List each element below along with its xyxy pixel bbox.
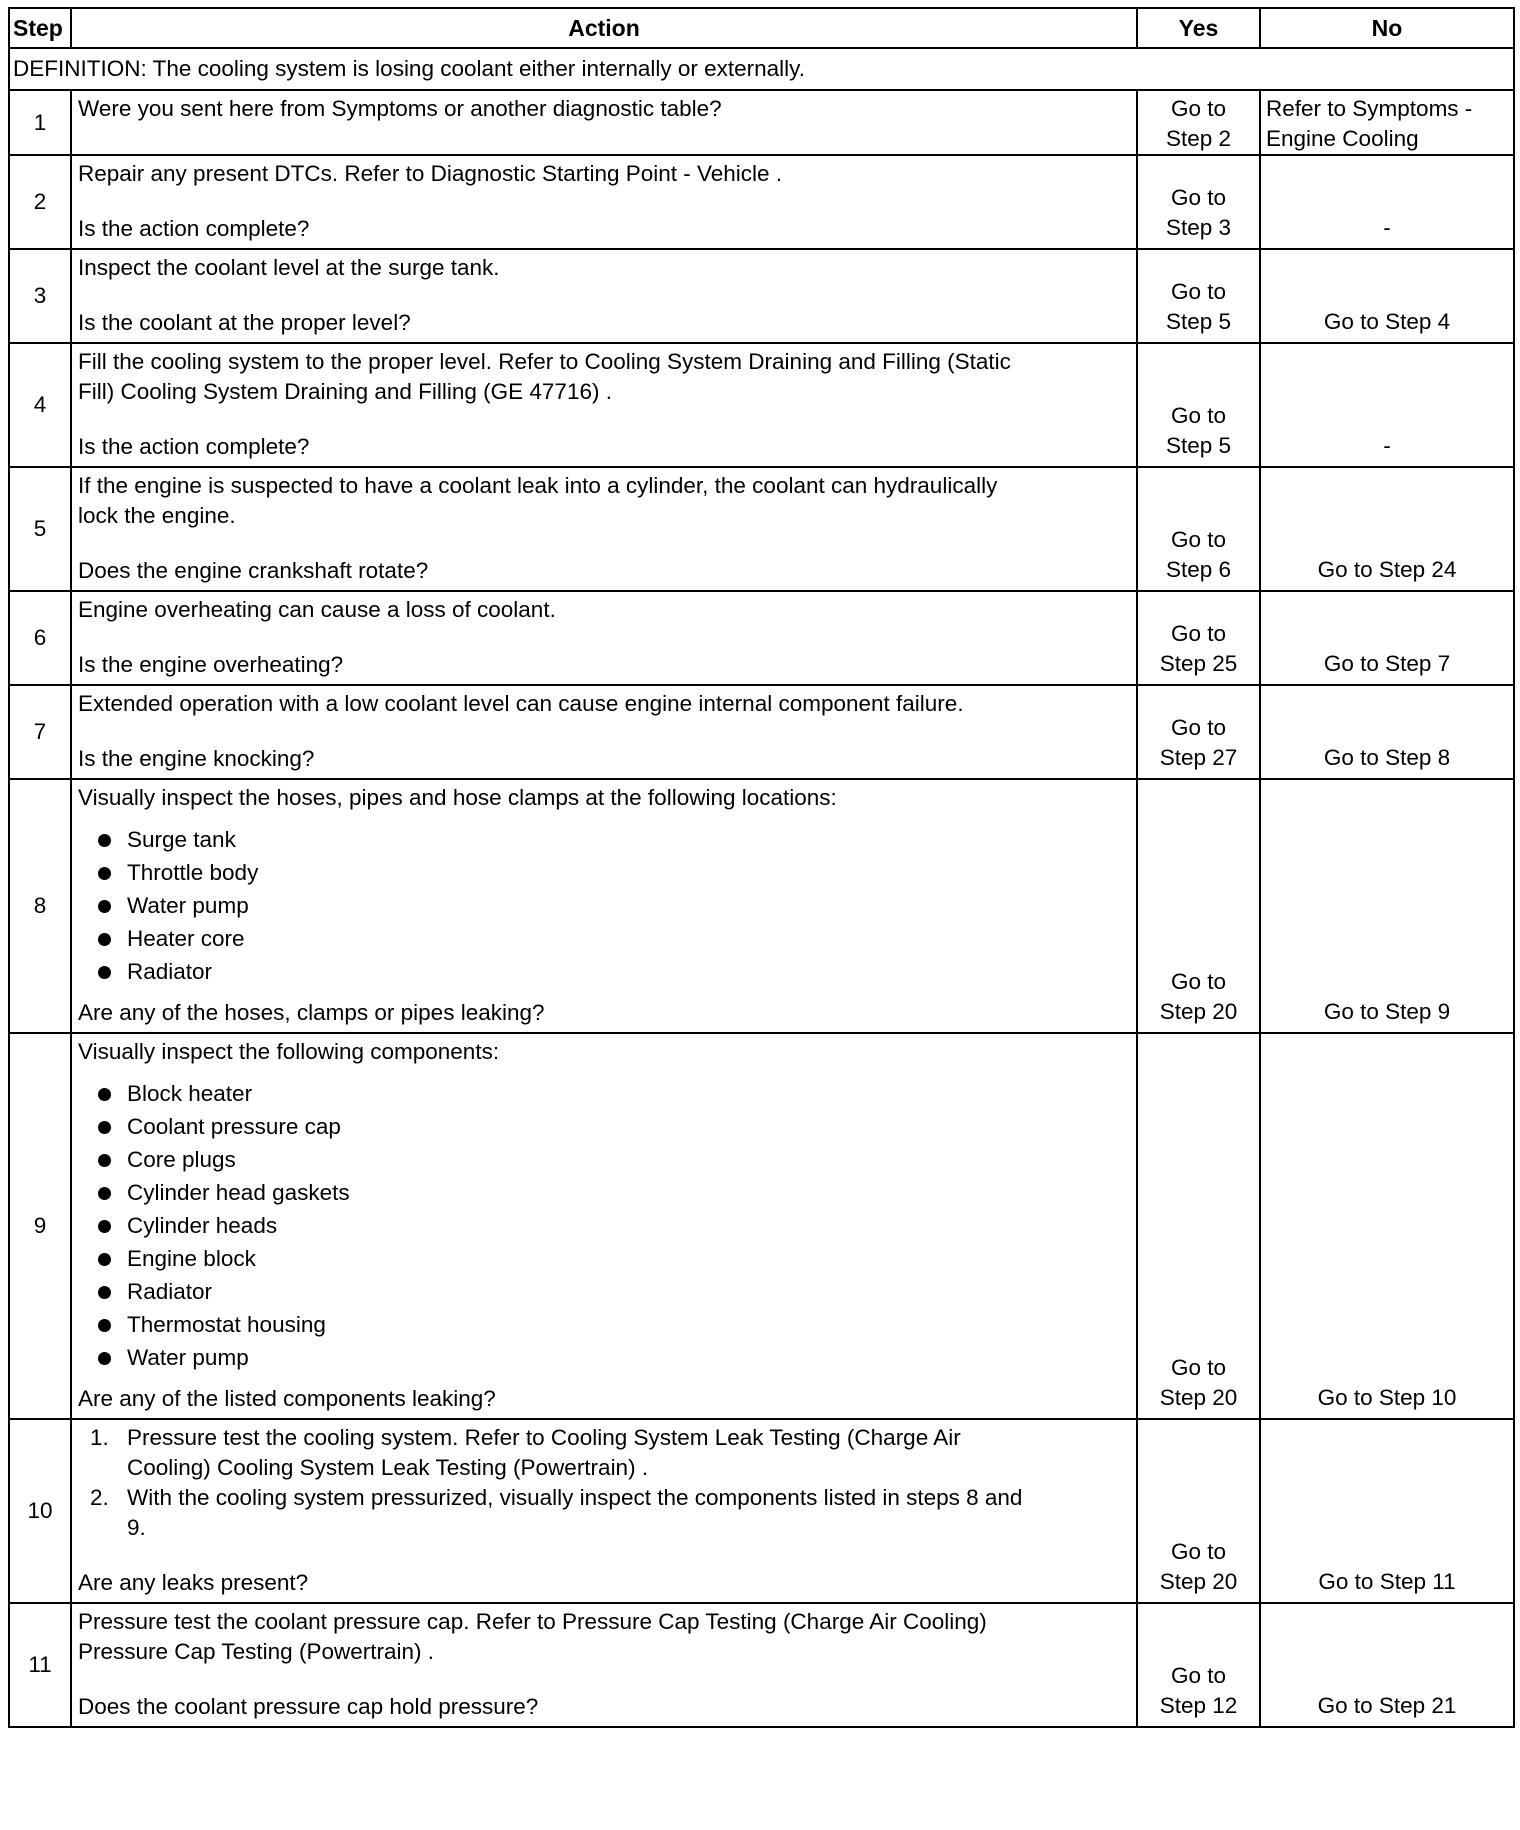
step-number: 5 [9,467,71,591]
action-cell [71,249,1137,343]
no-action-text: Go to Step 24 [1317,557,1457,582]
action-cell [71,1603,1137,1727]
step-number: 2 [9,155,71,249]
action-cell [71,779,1137,1033]
yes-action-text: Step 25 [1159,651,1238,676]
step-number: 3 [9,249,71,343]
step-number: 10 [9,1419,71,1603]
bullet-item: Cylinder heads [78,1209,1128,1242]
no-action-text: Go to Step 21 [1317,1693,1457,1718]
definition-text: DEFINITION: The cooling system is losing coolant either internally or externally. [9,48,1514,90]
spacer [78,988,1128,998]
item-line: Pressure test the cooling system. Refer to Cooling System Leak Testing (Charge Air [127,1425,961,1450]
table-row [9,1603,1514,1727]
spacer [78,1667,1128,1692]
step-number: 7 [9,685,71,779]
table-row [9,249,1514,343]
yes-action-text: Step 20 [1159,1385,1238,1410]
yes-action-text: Go to [1170,715,1227,740]
table-row [9,155,1514,249]
no-action-text: Go to Step 7 [1323,651,1451,676]
action-cell [71,591,1137,685]
no-action-text: - [1383,433,1391,458]
item-number: 1. [90,1425,109,1450]
question-text: Is the action complete? [78,216,310,241]
bullet-list [78,1077,1128,1374]
no-cell [1260,90,1514,155]
yes-action-text: Step 5 [1165,433,1232,458]
action-line: Pressure test the coolant pressure cap. Refer to Pressure Cap Testing (Charge Air Cooling) [78,1609,987,1634]
yes-column-header: Yes [1137,8,1260,48]
step-column-header: Step [9,8,71,48]
spacer [78,1067,1128,1077]
action-cell [71,90,1137,155]
item-line: 9. [127,1515,146,1540]
action-line: Extended operation with a low coolant level can cause engine internal component failure. [78,691,964,716]
action-line: Repair any present DTCs. Refer to Diagnostic Starting Point - Vehicle . [78,161,783,186]
no-cell [1260,1419,1514,1603]
item-line: With the cooling system pressurized, visually inspect the components listed in steps 8 and [127,1485,1023,1510]
no-cell [1260,779,1514,1033]
bullet-item: Block heater [78,1077,1128,1110]
bullet-item: Radiator [78,1275,1128,1308]
yes-cell [1137,249,1260,343]
no-cell [1260,249,1514,343]
table-row [9,1419,1514,1603]
yes-action-text: Go to [1170,1663,1227,1688]
bullet-item: Surge tank [78,823,1128,856]
bullet-item: Water pump [78,1341,1128,1374]
question-text: Does the coolant pressure cap hold pressure? [78,1694,539,1719]
spacer [78,1543,1128,1568]
yes-action-text: Step 20 [1159,999,1238,1024]
no-action-text: Go to Step 9 [1323,999,1451,1024]
step-number: 9 [9,1033,71,1419]
action-line: Fill) Cooling System Draining and Filling (GE 47716) . [78,379,612,404]
yes-action-text: Step 20 [1159,1569,1238,1594]
numbered-list [78,1423,1128,1543]
yes-cell [1137,467,1260,591]
table-body [9,48,1514,1727]
action-cell [71,155,1137,249]
yes-cell [1137,779,1260,1033]
table-row [9,343,1514,467]
no-action-text: Engine Cooling [1266,126,1419,151]
bullet-item: Coolant pressure cap [78,1110,1128,1143]
action-line: Visually inspect the hoses, pipes and hose clamps at the following locations: [78,785,837,810]
action-line: If the engine is suspected to have a coolant leak into a cylinder, the coolant can hydraulically [78,473,998,498]
question-text: Does the engine crankshaft rotate? [78,558,429,583]
yes-cell [1137,343,1260,467]
question-text: Is the engine overheating? [78,652,344,677]
question-text: Is the engine knocking? [78,746,315,771]
action-line: Fill the cooling system to the proper level. Refer to Cooling System Draining and Filling (Static [78,349,1011,374]
table-row [9,591,1514,685]
question-text: Are any leaks present? [78,1570,309,1595]
spacer [78,283,1128,308]
no-cell [1260,467,1514,591]
question-text: Are any of the listed components leaking? [78,1386,496,1411]
yes-action-text: Step 5 [1165,309,1232,334]
item-line: Cooling) Cooling System Leak Testing (Powertrain) . [127,1455,649,1480]
yes-action-text: Go to [1170,185,1227,210]
yes-action-text: Go to [1170,1539,1227,1564]
definition-row [9,48,1514,90]
spacer [78,625,1128,650]
yes-action-text: Step 2 [1165,126,1232,151]
yes-action-text: Go to [1170,1355,1227,1380]
yes-cell [1137,155,1260,249]
yes-action-text: Go to [1170,279,1227,304]
bullet-item: Throttle body [78,856,1128,889]
bullet-item: Heater core [78,922,1128,955]
question-text: Is the action complete? [78,434,310,459]
no-cell [1260,591,1514,685]
no-cell [1260,1033,1514,1419]
bullet-item: Engine block [78,1242,1128,1275]
table-row [9,685,1514,779]
no-cell [1260,685,1514,779]
no-action-text: Refer to Symptoms - [1266,96,1473,121]
yes-action-text: Go to [1170,621,1227,646]
action-column-header: Action [71,8,1137,48]
yes-cell [1137,1419,1260,1603]
question-text: Are any of the hoses, clamps or pipes leaking? [78,1000,545,1025]
action-line: Engine overheating can cause a loss of coolant. [78,597,556,622]
no-action-text: Go to Step 11 [1318,1569,1456,1594]
table-row [9,1033,1514,1419]
bullet-item: Radiator [78,955,1128,988]
diagnostic-document [8,7,1515,1728]
yes-action-text: Go to [1170,403,1227,428]
step-number: 1 [9,90,71,155]
action-line: Inspect the coolant level at the surge tank. [78,255,500,280]
spacer [78,531,1128,556]
table-row [9,779,1514,1033]
action-cell [71,685,1137,779]
no-cell [1260,343,1514,467]
numbered-item [78,1423,1128,1483]
bullet-item: Core plugs [78,1143,1128,1176]
step-number: 11 [9,1603,71,1727]
spacer [78,813,1128,823]
yes-action-text: Step 6 [1165,557,1232,582]
yes-cell [1137,685,1260,779]
action-cell [71,1419,1137,1603]
yes-action-text: Go to [1170,969,1227,994]
yes-cell [1137,1033,1260,1419]
bullet-item: Cylinder head gaskets [78,1176,1128,1209]
bullet-item: Water pump [78,889,1128,922]
question-text: Is the coolant at the proper level? [78,310,411,335]
action-line: Visually inspect the following components: [78,1039,500,1064]
no-cell [1260,1603,1514,1727]
numbered-item [78,1483,1128,1543]
yes-action-text: Step 27 [1159,745,1238,770]
step-number: 6 [9,591,71,685]
diagnostic-table [8,7,1515,1728]
spacer [78,1374,1128,1384]
yes-cell [1137,1603,1260,1727]
no-action-text: Go to Step 10 [1317,1385,1457,1410]
no-cell [1260,155,1514,249]
table-row [9,90,1514,155]
action-cell [71,343,1137,467]
yes-action-text: Go to [1170,527,1227,552]
no-action-text: Go to Step 8 [1323,745,1451,770]
action-line: Pressure Cap Testing (Powertrain) . [78,1639,434,1664]
action-line: Were you sent here from Symptoms or another diagnostic table? [78,96,722,121]
action-cell [71,1033,1137,1419]
yes-cell [1137,90,1260,155]
item-number: 2. [90,1485,109,1510]
bullet-list [78,823,1128,988]
spacer [78,407,1128,432]
step-number: 4 [9,343,71,467]
action-line: lock the engine. [78,503,236,528]
table-row [9,467,1514,591]
no-action-text: Go to Step 4 [1323,309,1451,334]
step-number: 8 [9,779,71,1033]
yes-action-text: Step 12 [1159,1693,1238,1718]
no-column-header: No [1260,8,1514,48]
spacer [78,189,1128,214]
yes-action-text: Step 3 [1165,215,1232,240]
spacer [78,719,1128,744]
yes-cell [1137,591,1260,685]
action-cell [71,467,1137,591]
header-row [9,8,1514,48]
bullet-item: Thermostat housing [78,1308,1128,1341]
no-action-text: - [1383,215,1391,240]
yes-action-text: Go to [1170,96,1227,121]
